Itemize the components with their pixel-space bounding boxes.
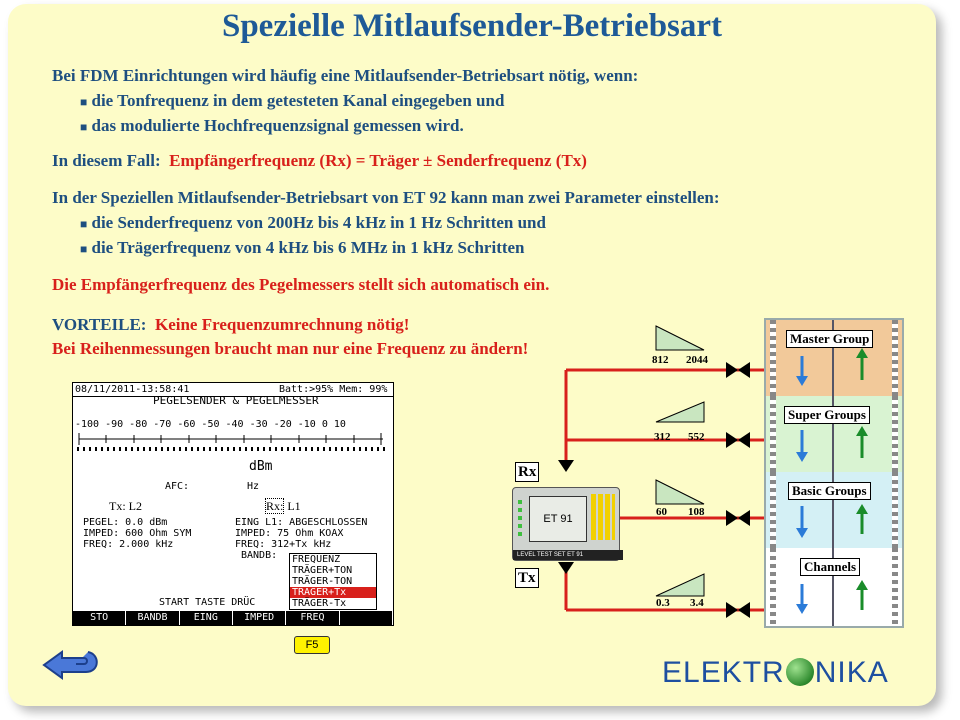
device-menu-item[interactable]: FREQUENZ <box>292 554 341 565</box>
device-unit: dBm <box>249 459 273 474</box>
range-0-low: 812 <box>652 354 669 366</box>
super-groups-label: Super Groups <box>784 406 870 424</box>
device-start-text: START TASTE DRÜC <box>159 597 256 608</box>
range-1-low: 312 <box>654 431 671 443</box>
et91-device <box>512 487 620 561</box>
device-afc-label: AFC: <box>165 481 190 492</box>
device-right-1: IMPED: 75 Ohm KOAX <box>235 528 344 539</box>
device-battery: Batt:>95% Mem: 99% <box>279 384 388 395</box>
intro-bullet-2: ■ das modulierte Hochfrequenzsignal gemessen wird. <box>80 116 464 135</box>
params-bullet-1: ■ die Senderfrequenz von 200Hz bis 4 kHz in 1 Hz Schritten und <box>80 213 546 232</box>
device-meter <box>73 429 393 449</box>
channels-label: Channels <box>800 558 860 576</box>
group-arrows <box>764 318 904 624</box>
f5-key[interactable]: F5 <box>294 636 330 654</box>
params-text: In der Speziellen Mitlaufsender-Betriebsart von ET 92 kann man zwei Parameter einstellen: <box>52 188 720 207</box>
et91-leds <box>518 500 522 538</box>
device-rx: Rx: L1 <box>266 499 301 513</box>
device-menu-item[interactable]: TRÄGER-Tx <box>292 598 347 609</box>
device-fkey-bar <box>73 611 393 625</box>
slide-title: Spezielle Mitlaufsender-Betriebsart <box>221 8 723 44</box>
vorteile-line: VORTEILE: Keine Frequenzumrechnung nötig! <box>52 315 410 334</box>
formula-line: In diesem Fall: Empfängerfrequenz (Rx) = Träger ± Senderfrequenz (Tx) <box>52 151 587 170</box>
range-1-high: 552 <box>688 431 705 443</box>
elektronika-logo: ELEKTR NIKA <box>662 656 889 689</box>
et91-footer: LEVEL TEST SET ET 91 <box>513 550 623 560</box>
intro-text: Bei FDM Einrichtungen wird häufig eine Mitlaufsender-Betriebsart nötig, wenn: <box>52 66 639 85</box>
device-left-1: IMPED: 600 Ohm SYM <box>83 528 192 539</box>
globe-icon <box>786 658 814 686</box>
fkey-eing[interactable]: EING <box>180 611 233 625</box>
device-menu-item-selected[interactable]: TRÄGER+Tx <box>290 587 376 598</box>
intro-bullet-1: ■ die Tonfrequenz in dem getesteten Kanal eingegeben und <box>80 91 505 110</box>
vorteile-line-2: Bei Reihenmessungen braucht man nur eine Frequenz zu ändern! <box>52 339 529 358</box>
device-right-3: BANDB: <box>241 550 278 561</box>
params-bullet-2: ■ die Trägerfrequenz von 4 kHz bis 6 MHz in 1 kHz Schritten <box>80 238 525 257</box>
device-menu[interactable] <box>289 553 377 610</box>
device-screen <box>72 382 394 626</box>
rx-label: Rx <box>515 462 539 482</box>
fkey-bandb[interactable]: BANDB <box>126 611 179 625</box>
device-left-2: FREQ: 2.000 kHz <box>83 539 174 550</box>
signal-diagram <box>500 300 770 620</box>
tx-label: Tx <box>515 568 539 588</box>
device-menu-item[interactable]: TRÄGER-TON <box>292 576 353 587</box>
device-scale: -100 -90 -80 -70 -60 -50 -40 -30 -20 -10 0 10 <box>75 419 346 430</box>
et91-keypad <box>591 494 615 540</box>
range-2-low: 60 <box>656 506 667 518</box>
basic-groups-label: Basic Groups <box>788 482 871 500</box>
device-datetime: 08/11/2011-13:58:41 <box>75 384 190 395</box>
device-right-2: FREQ: 312+Tx kHz <box>235 539 332 550</box>
fkey-freq[interactable]: FREQ <box>286 611 339 625</box>
device-menu-item[interactable]: TRÄGER+TON <box>292 565 353 576</box>
master-group-label: Master Group <box>786 330 873 348</box>
device-right-0: EING L1: ABGESCHLOSSEN <box>235 517 368 528</box>
fkey-sto[interactable]: STO <box>73 611 126 625</box>
range-3-high: 3.4 <box>690 597 704 609</box>
device-tx: Tx: L2 <box>109 499 142 513</box>
range-2-high: 108 <box>688 506 705 518</box>
range-0-high: 2044 <box>686 354 708 366</box>
auto-line: Die Empfängerfrequenz des Pegelmessers stellt sich automatisch ein. <box>52 275 550 294</box>
range-3-low: 0.3 <box>656 597 670 609</box>
device-afc-unit: Hz <box>247 481 260 492</box>
device-meter-ticks <box>77 447 389 451</box>
back-arrow-icon[interactable] <box>40 642 102 680</box>
et91-display: ET 91 <box>529 496 587 542</box>
fkey-imped[interactable]: IMPED <box>233 611 286 625</box>
fkey-empty <box>340 611 393 625</box>
device-left-0: PEGEL: 0.0 dBm <box>83 517 168 528</box>
device-header: PEGELSENDER & PEGELMESSER <box>153 394 319 407</box>
